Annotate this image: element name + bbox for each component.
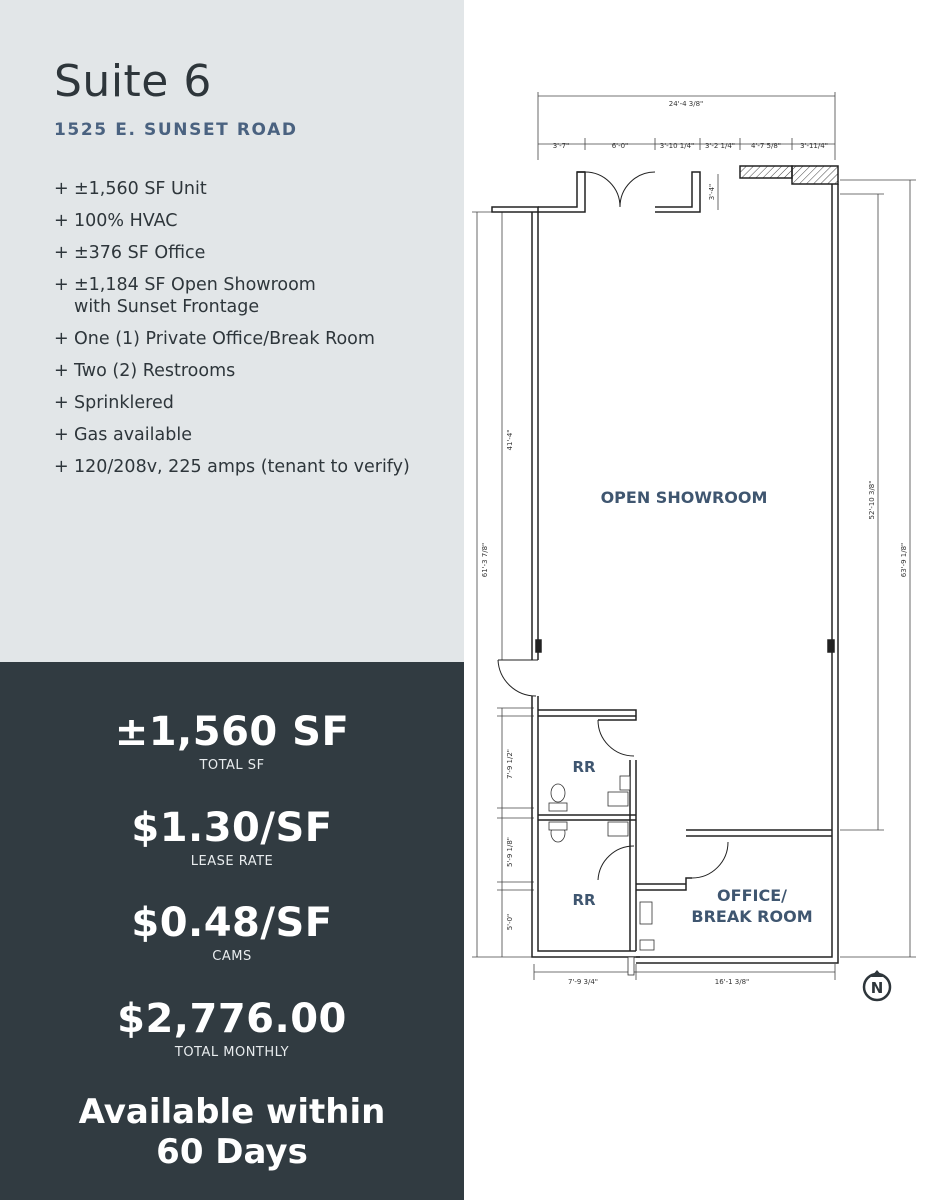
dimension-label: 16'-1 3/8" xyxy=(714,978,750,986)
stat-label: TOTAL MONTHLY xyxy=(174,1045,290,1060)
list-item: + ±1,560 SF Unit xyxy=(54,179,207,199)
room-label-showroom: OPEN SHOWROOM xyxy=(600,488,768,507)
stat-label: LEASE RATE xyxy=(190,854,274,869)
dimension-label: 3'-4" xyxy=(708,183,716,201)
dimension-label: 7'-9 1/2" xyxy=(506,748,514,780)
north-arrow-icon xyxy=(864,970,890,1000)
dimension-label: 24'-4 3/8" xyxy=(668,100,704,108)
dimension-label: 5'-0" xyxy=(506,913,514,931)
plus-icon: + xyxy=(54,457,69,477)
stat-label: CAMS xyxy=(212,949,252,964)
page-title: Suite 6 xyxy=(54,56,212,107)
plus-icon: + xyxy=(54,425,69,445)
room-label-office: OFFICE/ xyxy=(717,886,787,905)
list-item: + ±376 SF Office xyxy=(54,243,206,263)
dimension-label: 6'-0" xyxy=(611,142,629,150)
stat-value: $2,776.00 xyxy=(117,996,347,1042)
dimension-label: 3'-11/4" xyxy=(800,142,828,150)
dimension-label: 41'-4" xyxy=(506,429,514,451)
stat-cams xyxy=(0,901,464,965)
dimension-label: 3'-2 1/4" xyxy=(704,142,736,150)
room-label-restroom: RR xyxy=(572,891,596,909)
list-item: + One (1) Private Office/Break Room xyxy=(54,329,375,349)
stat-value: ±1,560 SF xyxy=(114,709,350,755)
list-item: + Sprinklered xyxy=(54,393,174,413)
room-label-office: BREAK ROOM xyxy=(691,907,813,926)
plus-icon: + xyxy=(54,275,69,295)
floor-plan xyxy=(464,0,927,1200)
stat-label: TOTAL SF xyxy=(199,758,265,773)
stat-total-sf xyxy=(0,710,464,774)
stat-total-monthly xyxy=(0,997,464,1061)
stat-value: $1.30/SF xyxy=(131,805,333,851)
stat-lease-rate xyxy=(0,806,464,870)
dimension-label: 61'-3 7/8" xyxy=(481,542,489,578)
list-item: + 120/208v, 225 amps (tenant to verify) xyxy=(54,457,410,477)
list-item: + Gas available xyxy=(54,425,192,445)
dimension-label: 5'-9 1/8" xyxy=(506,836,514,868)
list-item: + 100% HVAC xyxy=(54,211,178,231)
dimension-label: 3'-10 1/4" xyxy=(659,142,695,150)
list-item: + ±1,184 SF Open Showroom with Sunset Frontage xyxy=(54,275,316,317)
dimension-label: 63'-9 1/8" xyxy=(900,542,908,578)
stat-value: $0.48/SF xyxy=(131,900,333,946)
plus-icon: + xyxy=(54,393,69,413)
plus-icon: + xyxy=(54,179,69,199)
plus-icon: + xyxy=(54,361,69,381)
walls xyxy=(492,166,838,963)
dimension-label: 52'-10 3/8" xyxy=(868,480,876,520)
room-label-restroom: RR xyxy=(572,758,596,776)
dimension-label: 7'-9 3/4" xyxy=(567,978,599,986)
availability-text: Available within 60 Days xyxy=(78,1092,386,1172)
list-item: + Two (2) Restrooms xyxy=(54,361,236,381)
dimension-label: 3'-7" xyxy=(552,142,570,150)
plus-icon: + xyxy=(54,243,69,263)
compass-label: N xyxy=(870,979,884,997)
fixtures xyxy=(549,776,654,975)
plus-icon: + xyxy=(54,211,69,231)
feature-list xyxy=(54,178,454,488)
address: 1525 E. SUNSET ROAD xyxy=(54,120,298,140)
plus-icon: + xyxy=(54,329,69,349)
dimension-label: 4'-7 5/8" xyxy=(750,142,782,150)
